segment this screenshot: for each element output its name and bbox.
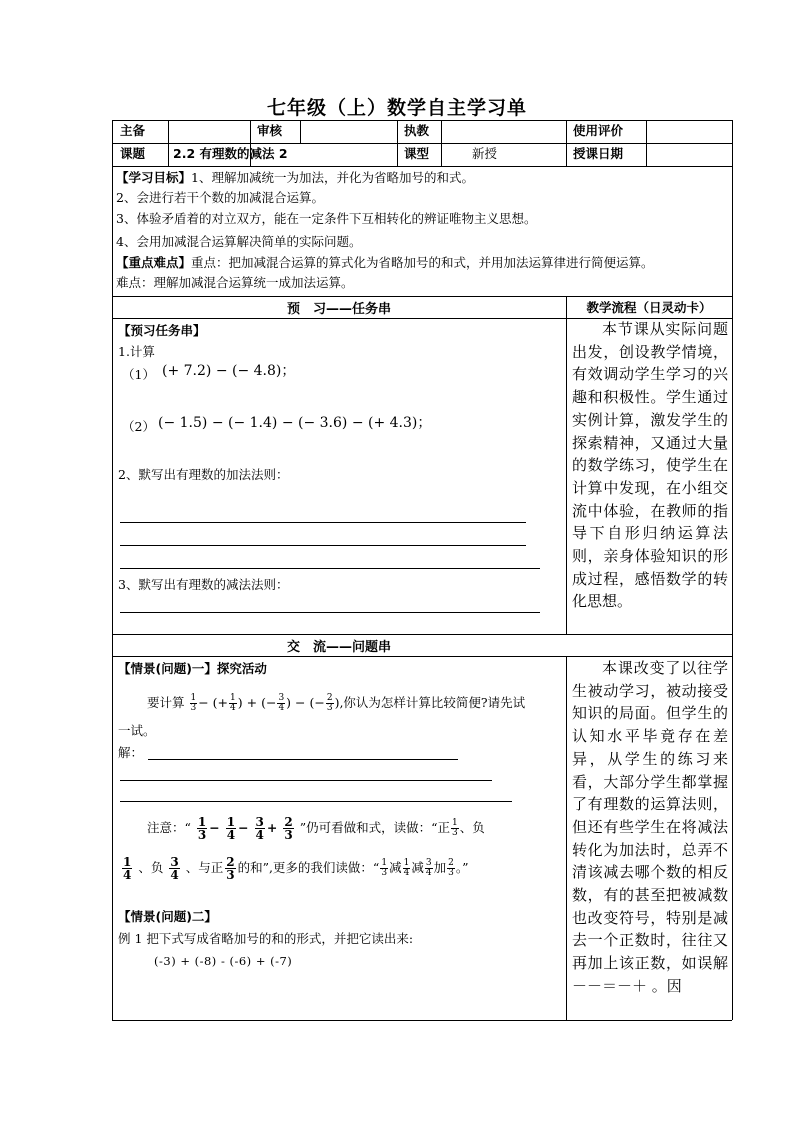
fraction-1-4-bold: $\frac{1}{4}$ bbox=[226, 815, 236, 842]
example-1: 例 1 把下式写成省略加号的和的形式，并把它读出来: bbox=[118, 931, 414, 946]
keti-label: 课题 bbox=[120, 146, 146, 161]
key-text: 重点：把加减混合运算的算式化为省略加号的和式，并用加法运算律进行简便运算。 bbox=[191, 255, 654, 270]
exchange-side-note: 本课改变了以往学生被动学习，被动接受知识的局面。但学生的认知水平毕竟存在差异，从学生的练习来看，大部分学生都掌握了有理数的运算法则，但还有些学生在将减法转化为加法时，总弄不清该减去哪个数的相反数，有的甚至把被减数也改变符号，特别是减去一个正数时，往往又再加上该正数，如误解－－＝－＋ 。因 bbox=[572, 659, 728, 995]
exchange-header: 交 流——问题串 bbox=[286, 640, 391, 655]
answer-line bbox=[120, 568, 540, 569]
task-label: 【预习任务串】 bbox=[118, 323, 206, 338]
q1-expression: (+ 7.2) − (− 4.8)； bbox=[162, 363, 296, 379]
goals-label: 【学习目标】 bbox=[116, 170, 192, 185]
s1-text-a: 要计算 bbox=[147, 695, 185, 710]
note-d: 、负 bbox=[138, 860, 164, 875]
fraction-1-3-small: $\frac{1}{3}$ bbox=[452, 818, 458, 838]
note-j: 。” bbox=[455, 860, 469, 875]
goal-4: 4、会用加减混合运算解决简单的实际问题。 bbox=[116, 234, 362, 249]
kexing-value: 新授 bbox=[472, 146, 498, 161]
note-g: 减 bbox=[389, 860, 402, 875]
flow-header: 教学流程（日灵动卡） bbox=[586, 300, 712, 315]
answer-line bbox=[120, 612, 540, 613]
fraction-1-3-bold: $\frac{1}{3}$ bbox=[197, 815, 207, 842]
fraction-1-4-small: $\frac{1}{4}$ bbox=[403, 858, 410, 878]
fraction-2-3-small: $\frac{2}{3}$ bbox=[448, 858, 454, 878]
difficulty: 难点：理解加减混合运算统一成加法运算。 bbox=[116, 275, 354, 290]
fraction-3-4-bold: $\frac{3}{4}$ bbox=[255, 815, 264, 842]
keti-value: 2.2 有理数的减法 2 bbox=[173, 146, 288, 161]
fraction-2-3-bold: $\frac{2}{3}$ bbox=[226, 855, 235, 882]
q-add-rule: 2、默写出有理数的加法法则： bbox=[118, 467, 289, 482]
shenhe-label: 审核 bbox=[257, 123, 283, 138]
goal-2: 2、会进行若干个数的加减混合运算。 bbox=[116, 190, 324, 205]
scenario-1-try: 一试。 bbox=[118, 723, 156, 738]
key-point bbox=[116, 254, 654, 272]
answer-line bbox=[120, 522, 526, 523]
q-sub-rule: 3、默写出有理数的减法法则： bbox=[118, 577, 289, 592]
example-1-expression: (-3) + (-8) - (-6) + (-7) bbox=[154, 954, 293, 968]
shiyong-label: 使用评价 bbox=[573, 123, 624, 138]
fraction-1-4: $\frac{1}{4}$ bbox=[230, 693, 236, 713]
s1-text-b: ,你认为怎样计算比较简便?请先试 bbox=[339, 695, 526, 710]
fraction-3-4-small: $\frac{3}{4}$ bbox=[425, 858, 432, 878]
note-f: 的和”,更多的我们读做：“ bbox=[237, 860, 380, 875]
fraction-2-3-bold: $\frac{2}{3}$ bbox=[284, 815, 293, 842]
kexing-label: 课型 bbox=[404, 146, 430, 161]
scenario-1-label: 【情景(问题)一】探究活动 bbox=[118, 661, 267, 676]
calc-label: 1.计算 bbox=[118, 344, 155, 359]
fraction-1-3-small: $\frac{1}{3}$ bbox=[381, 858, 388, 878]
preview-side-note: 本节课从实际问题出发，创设教学情境，有效调动学生学习的兴趣和积极性。学生通过实例计算，激发学生的探索精神，又通过大量的数学练习，使学生在计算中发现，在小组交流中体验，在教师的指导下自形归纳运算法则，亲身体验知识的形成过程，感悟数学的转化思想。 bbox=[572, 320, 728, 611]
page-title: 七年级（上）数学自主学习单 bbox=[266, 97, 527, 119]
answer-line bbox=[148, 759, 458, 760]
note-a: 注意：“ bbox=[147, 820, 191, 835]
answer-line bbox=[120, 545, 526, 546]
note-line-2 bbox=[120, 855, 468, 881]
fraction-2-3: $\frac{2}{3}$ bbox=[326, 693, 333, 713]
q1-num: （1） bbox=[122, 367, 155, 382]
goal-1 bbox=[116, 169, 474, 187]
zhijiao-label: 执教 bbox=[404, 123, 430, 138]
answer-label: 解： bbox=[118, 745, 144, 760]
answer-line bbox=[120, 801, 512, 802]
key-label: 【重点难点】 bbox=[116, 255, 192, 270]
zhubei-label: 主备 bbox=[120, 123, 146, 138]
note-b: ”仍可看做和式，读做：“正 bbox=[299, 820, 450, 835]
preview-header: 预 习——任务串 bbox=[286, 302, 391, 317]
q2-num: （2） bbox=[122, 419, 155, 434]
scenario-2-label: 【情景(问题)二】 bbox=[118, 909, 217, 924]
fraction-3-4-bold: $\frac{3}{4}$ bbox=[170, 855, 179, 882]
fraction-1-4-bold: $\frac{1}{4}$ bbox=[123, 855, 132, 882]
goal-3: 3、体验矛盾着的对立双方，能在一定条件下互相转化的辨证唯物主义思想。 bbox=[116, 211, 537, 226]
scenario-1-question: 要计算 $\frac{1}{3}$ − (+ $\frac{1}{4}$ ) + (− $\frac{3}{4}$ ) − (− $\frac{2}{3}$ ),你认为怎样计算比较简便?请先试 bbox=[147, 693, 526, 713]
note-line-1: 注意：“ $\frac{1}{3}$ − $\frac{1}{4}$ − $\frac{3}{4}$ + $\frac{2}{3}$ ”仍可看做和式，读做：“正 $\frac{1}{3}$ 、负 bbox=[147, 815, 485, 842]
fraction-3-4: $\frac{3}{4}$ bbox=[278, 693, 285, 713]
riqi-label: 授课日期 bbox=[573, 146, 624, 161]
note-i: 加 bbox=[433, 860, 447, 875]
fraction-1-3: $\frac{1}{3}$ bbox=[190, 693, 197, 713]
q2-expression: (− 1.5) − (− 1.4) − (− 3.6) − (+ 4.3)； bbox=[158, 415, 432, 431]
note-c: 、负 bbox=[459, 820, 485, 835]
answer-line bbox=[120, 780, 492, 781]
goal-1-text: 1、理解加减统一为加法，并化为省略加号的和式。 bbox=[191, 170, 474, 185]
note-e: 、与正 bbox=[185, 860, 224, 875]
note-h: 减 bbox=[411, 860, 424, 875]
